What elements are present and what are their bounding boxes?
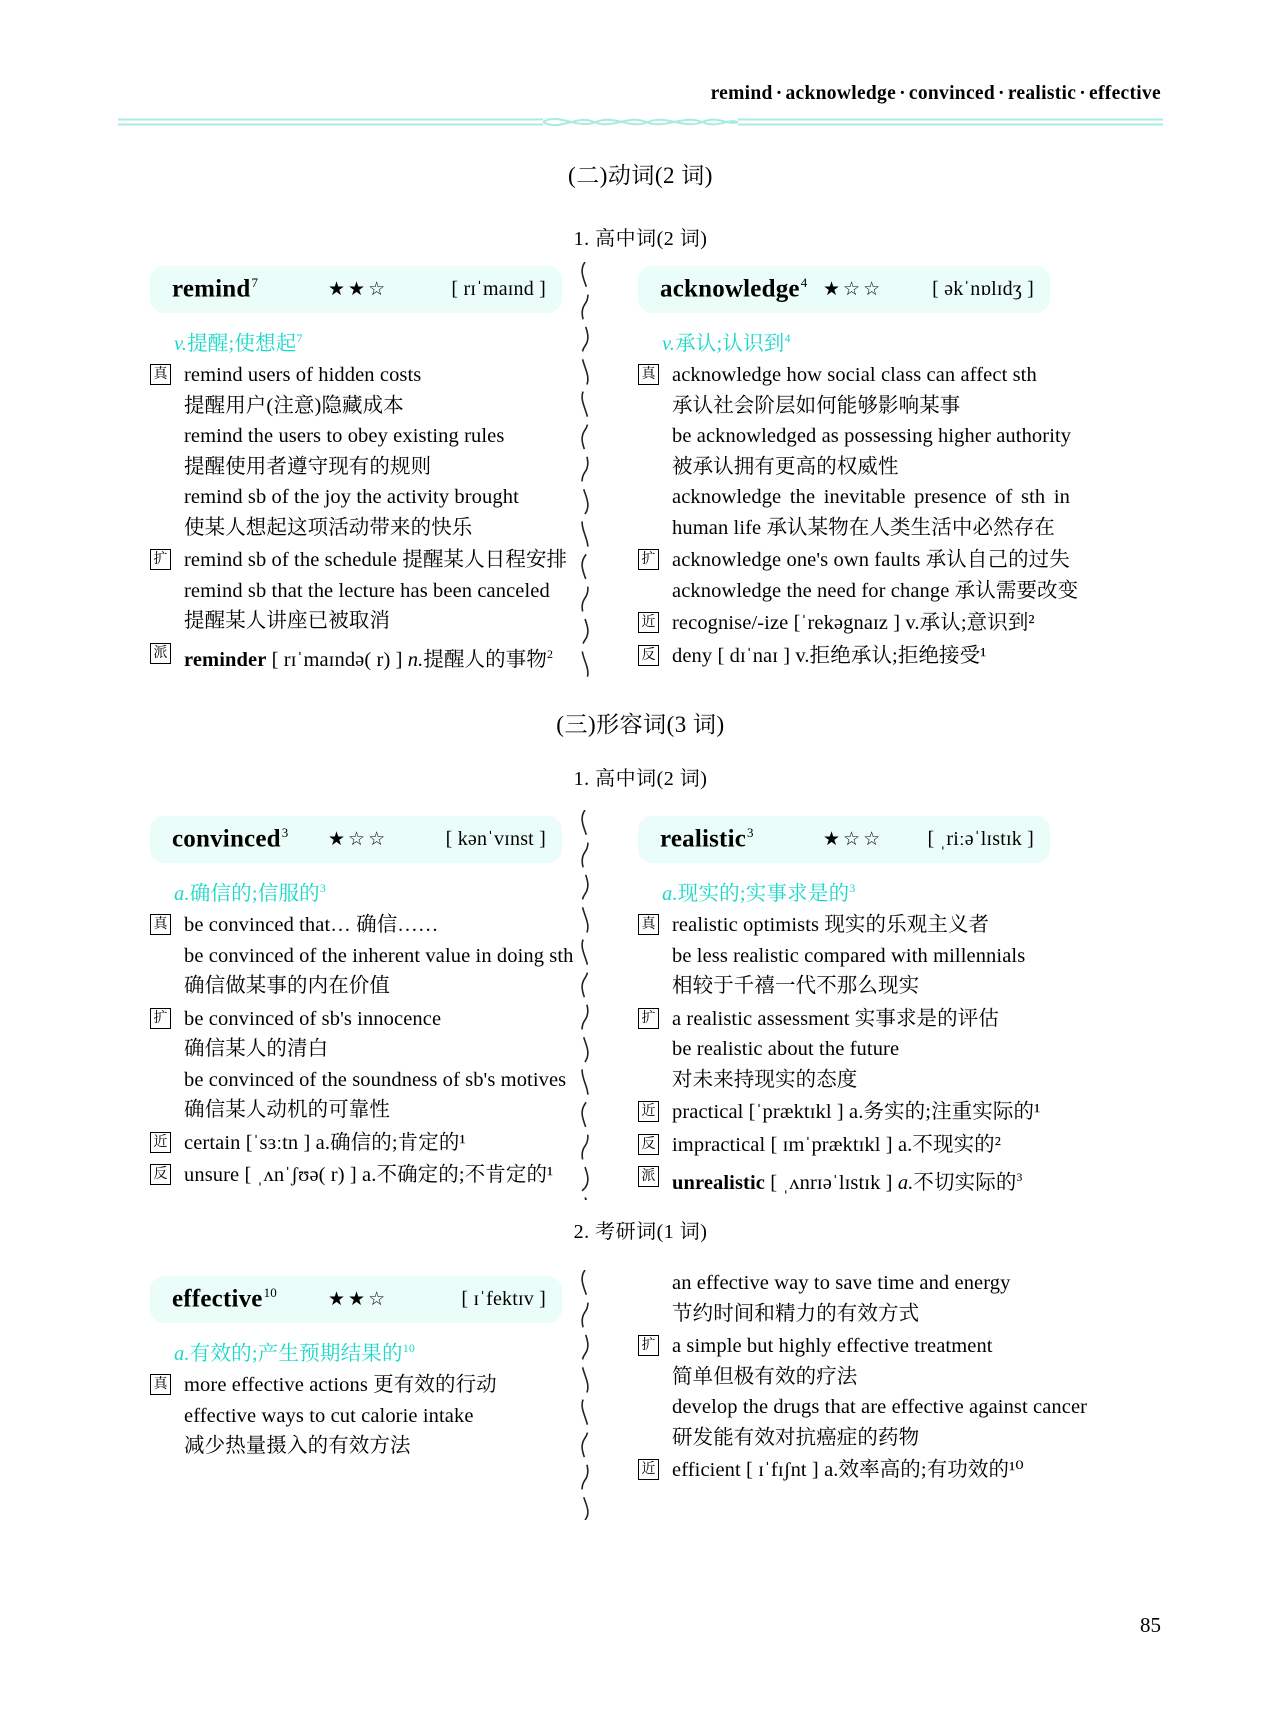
word-card-realistic [638, 816, 1050, 1198]
definition-effective: a.有效的;产生预期结果的$^{10}$ [174, 1341, 416, 1365]
tag-icon-antonym: 反 [150, 1164, 171, 1185]
section-title-adjectives: (三)形容词(3 词) [556, 712, 725, 737]
example-line: 被承认拥有更高的权威性 [672, 455, 899, 478]
example-line: 承认社会阶层如何能够影响某事 [672, 394, 961, 417]
example-line: 提醒使用者遵守现有的规则 [184, 455, 432, 478]
entry-realistic-extend [638, 1004, 1050, 1096]
word-card-acknowledge [638, 266, 1079, 671]
example-line: be acknowledged as possessing higher authority [672, 425, 1072, 447]
headword-acknowledge: acknowledge$^4$ [660, 275, 808, 303]
example-line: remind sb that the lecture has been canceled [184, 579, 550, 602]
example-line: 提醒用户(注意)隐藏成本 [184, 394, 404, 417]
definition-acknowledge: v.承认;认识到$^4$ [662, 331, 791, 355]
example-line: efficient [ ɪˈfɪʃnt ] a.效率高的;有功效的¹⁰ [672, 1459, 1024, 1481]
example-line: be convinced that… 确信…… [184, 914, 439, 936]
word-chip-remind[interactable] [150, 266, 562, 313]
example-line: 确信做某事的内在价值 [184, 975, 390, 997]
entry-convinced-antonym [150, 1160, 562, 1191]
example-line: 节约时间和精力的有效方式 [672, 1302, 920, 1325]
word-card-convinced [150, 816, 574, 1191]
phonetic-acknowledge: [ əkˈnɒlɪdʒ ] [932, 278, 1034, 300]
difficulty-stars-acknowledge: ★☆☆ [823, 279, 884, 300]
difficulty-stars-realistic: ★☆☆ [823, 829, 884, 850]
page-header [118, 84, 1163, 124]
headword-convinced: convinced$^3$ [172, 825, 289, 853]
example-line: be convinced of the soundness of sb's motives [184, 1068, 567, 1091]
example-line: 简单但极有效的疗法 [672, 1365, 858, 1388]
example-line: remind sb of the schedule 提醒某人日程安排 [184, 549, 568, 571]
entry-effective-synonym [638, 1455, 1050, 1486]
example-line: remind the users to obey existing rules [184, 425, 505, 447]
tag-icon-derivative: 派 [638, 1166, 659, 1187]
example-line: 相较于千禧一代不那么现实 [672, 975, 920, 997]
difficulty-stars-remind: ★★☆ [328, 279, 389, 300]
word-card-effective [150, 1276, 562, 1462]
section-subtitle-adjectives-highschool: 1. 高中词(2 词) [573, 768, 708, 790]
example-line: more effective actions 更有效的行动 [184, 1374, 497, 1396]
definition-convinced: a.确信的;信服的$^3$ [174, 881, 327, 905]
section-subtitle-postgrad: 2. 考研词(1 词) [573, 1221, 708, 1243]
word-chip-effective[interactable] [150, 1276, 562, 1323]
word-card-remind [150, 266, 568, 675]
word-card-effective-continued [638, 1266, 1088, 1486]
entry-convinced-synonym [150, 1128, 562, 1159]
header-separator-0: · [775, 83, 783, 104]
tag-icon-antonym: 反 [638, 645, 659, 666]
difficulty-stars-convinced: ★☆☆ [328, 829, 389, 850]
page-number: 85 [1140, 1613, 1161, 1637]
header-divider-ornament [118, 114, 1163, 130]
tag-icon-derivative: 派 [150, 643, 171, 664]
entry-acknowledge-antonym [638, 641, 1050, 672]
header-word-0: remind [710, 83, 773, 104]
phonetic-remind: [ rɪˈmaɪnd ] [451, 278, 546, 300]
headword-realistic: realistic$^3$ [660, 825, 754, 853]
definition-realistic: a.现实的;实事求是的$^3$ [662, 881, 856, 905]
example-line: 使某人想起这项活动带来的快乐 [184, 516, 473, 539]
example-line: impractical [ ɪmˈpræktɪkl ] a.不现实的² [672, 1133, 1002, 1156]
example-line: 研发能有效对抗癌症的药物 [672, 1426, 920, 1449]
example-line: be convinced of sb's innocence [184, 1007, 442, 1030]
example-line: remind sb of the joy the activity brought [184, 486, 519, 508]
header-separator-3: · [1079, 83, 1087, 104]
column-divider-1 [572, 262, 598, 682]
example-line: reminder [ rɪˈmaɪndə( r) ] n.提醒人的事物$^2$ [184, 646, 554, 671]
example-line: practical [ˈpræktɪkl ] a.务实的;注重实际的¹ [672, 1101, 1041, 1123]
example-line: 对未来持现实的态度 [672, 1068, 858, 1091]
example-line: acknowledge one's own faults 承认自己的过失 [672, 549, 1070, 571]
header-word-4: effective [1089, 83, 1161, 104]
entry-acknowledge-extend [638, 545, 1079, 606]
example-line: develop the drugs that are effective against cancer [672, 1396, 1088, 1418]
headword-effective: effective$^{10}$ [172, 1285, 278, 1313]
entry-acknowledge-synonym [638, 608, 1050, 639]
example-line: 提醒某人讲座已被取消 [184, 610, 390, 632]
example-line: acknowledge the inevitable presence of sth in [672, 486, 1070, 508]
tag-icon-real: 真 [638, 914, 659, 935]
entry-realistic-synonym [638, 1097, 1050, 1128]
example-line: recognise/-ize [ˈrekəgnaɪz ] v.承认;意识到² [672, 612, 1035, 634]
example-line: an effective way to save time and energy [672, 1272, 1011, 1294]
header-separator-1: · [899, 83, 906, 104]
entry-realistic-derivative [638, 1162, 1050, 1198]
example-line: remind users of hidden costs [184, 364, 422, 386]
word-chip-convinced[interactable] [150, 816, 562, 863]
example-line: be convinced of the inherent value in doing sth [184, 944, 574, 967]
entry-convinced-extend [150, 1004, 567, 1126]
column-divider-3 [572, 1270, 598, 1520]
entry-effective-real-continued [638, 1268, 1050, 1329]
tag-icon-extend: 扩 [638, 549, 659, 570]
phonetic-convinced: [ kənˈvɪnst ] [445, 828, 546, 850]
example-line: a simple but highly effective treatment [672, 1335, 993, 1357]
example-line: human life 承认某物在人类生活中必然存在 [672, 516, 1055, 539]
example-line: certain [ˈsɜːtn ] a.确信的;肯定的¹ [184, 1131, 466, 1154]
tag-icon-synonym: 近 [638, 1101, 659, 1122]
header-separator-2: · [998, 83, 1005, 104]
definition-remind: v.提醒;使想起$^7$ [174, 331, 303, 355]
example-line: realistic optimists 现实的乐观主义者 [672, 914, 990, 936]
entry-remind-derivative [150, 639, 562, 675]
header-word-3: realistic [1007, 83, 1077, 104]
header-word-1: acknowledge [785, 83, 897, 104]
header-word-list [118, 84, 1163, 104]
word-chip-realistic[interactable] [638, 816, 1050, 863]
example-line: 减少热量摄入的有效方法 [184, 1435, 411, 1457]
word-chip-acknowledge[interactable] [638, 266, 1050, 313]
tag-icon-real: 真 [638, 364, 659, 385]
column-divider-2 [572, 810, 598, 1200]
entry-convinced-real [150, 910, 574, 1002]
tag-icon-antonym: 反 [638, 1134, 659, 1155]
example-line: deny [ dɪˈnaɪ ] v.拒绝承认;拒绝接受¹ [672, 644, 987, 667]
example-line: effective ways to cut calorie intake [184, 1404, 474, 1427]
header-word-2: convinced [908, 83, 995, 104]
tag-icon-real: 真 [150, 364, 171, 385]
entry-effective-extend [638, 1331, 1088, 1453]
example-line: a realistic assessment 实事求是的评估 [672, 1007, 999, 1030]
example-line: 确信某人动机的可靠性 [184, 1099, 390, 1121]
tag-icon-extend: 扩 [638, 1008, 659, 1029]
entry-realistic-real [638, 910, 1050, 1002]
entry-effective-real [150, 1370, 562, 1462]
example-line: unrealistic [ ˌʌnrɪəˈlɪstɪk ] a.不切实际的$^3$ [672, 1169, 1023, 1194]
difficulty-stars-effective: ★★☆ [328, 1289, 389, 1310]
section-subtitle-verbs-highschool: 1. 高中词(2 词) [573, 228, 708, 250]
entry-remind-real [150, 360, 562, 543]
example-line: be less realistic compared with millennials [672, 944, 1026, 967]
example-line: acknowledge the need for change 承认需要改变 [672, 579, 1079, 602]
section-title-verbs: (二)动词(2 词) [568, 163, 713, 188]
tag-icon-real: 真 [150, 1374, 171, 1395]
tag-icon-extend: 扩 [150, 1008, 171, 1029]
entry-realistic-antonym [638, 1130, 1050, 1161]
example-line: 确信某人的清白 [184, 1038, 329, 1060]
example-line: be realistic about the future [672, 1038, 900, 1060]
entry-acknowledge-real [638, 360, 1072, 543]
phonetic-effective: [ ɪˈfektɪv ] [461, 1288, 546, 1310]
headword-remind: remind$^7$ [172, 275, 259, 303]
phonetic-realistic: [ ˌriːəˈlɪstɪk ] [927, 828, 1034, 850]
example-line: acknowledge how social class can affect sth [672, 364, 1037, 386]
tag-icon-synonym: 近 [150, 1132, 171, 1153]
entry-remind-extend [150, 545, 568, 637]
tag-icon-synonym: 近 [638, 612, 659, 633]
tag-icon-extend: 扩 [638, 1335, 659, 1356]
tag-icon-extend: 扩 [150, 549, 171, 570]
example-line: unsure [ ˌʌnˈʃʊə( r) ] a.不确定的;不肯定的¹ [184, 1164, 554, 1186]
tag-icon-synonym: 近 [638, 1459, 659, 1480]
tag-icon-real: 真 [150, 914, 171, 935]
